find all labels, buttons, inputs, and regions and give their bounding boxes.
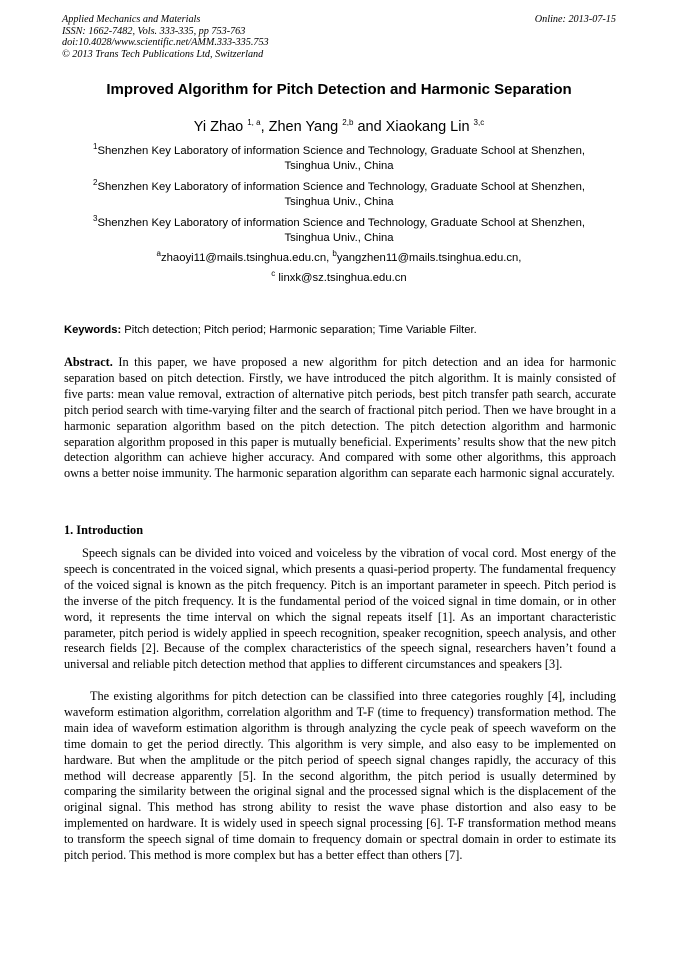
email-address: linxk@sz.tsinghua.edu.cn [275,271,407,284]
author-affiliation-mark: 3,c [473,118,485,127]
affiliation-line: Tsinghua Univ., China [284,159,394,172]
author-affiliation-mark: 1, a [247,118,261,127]
email-mark: b [332,249,337,258]
affiliation-mark: 3 [92,214,98,223]
online-date: Online: 2013-07-15 [534,14,616,25]
email-address: yangzhen11@mails.tsinghua.edu.cn, [336,251,522,264]
email-line [40,246,638,266]
paper-title: Improved Algorithm for Pitch Detection and Harmonic Separation [106,81,572,98]
author-name: Zhen Yang [268,118,339,135]
author-affiliation-mark: 2,b [342,118,354,127]
journal-header [62,14,616,60]
keywords [64,323,616,338]
author-name: Xiaokang Lin [385,118,470,135]
author-list [40,113,638,137]
affiliation-line: Tsinghua Univ., China [284,231,394,244]
copyright-line: © 2013 Trans Tech Publications Ltd, Switzerland [62,48,264,60]
abstract-text: In this paper, we have proposed a new algorithm for pitch detection and an idea for harmonic separation based on pitch detection. Firstly, we have introduced the pitch algorithm. It is mainly consisted of five parts: mean value removal, extraction of alternative pitch periods, best pitch transfer path search, accurate pitch period search with time-varying filter and the search of fractional pitch period. Then we have brought in a harmonic separation algorithm based on the pitch detection. The pitch detection algorithm and harmonic separation algorithm proposed in this paper is mutually beneficial. Experiments’ results show that the new pitch detection algorithm can achieve higher accuracy. And compared with some other algorithms, this approach owns a better noise immunity. The harmonic separation algorithm can separate each harmonic signal accurately. [64,355,616,481]
affiliation-line: Shenzhen Key Laboratory of information Science and Technology, Graduate School at Shenzhen, [97,144,585,157]
affiliation-line: Tsinghua Univ., China [284,195,394,208]
keywords-text: Pitch detection; Pitch period; Harmonic separation; Time Variable Filter. [121,324,477,336]
abstract [64,355,616,482]
author-name: Yi Zhao [193,118,244,135]
affiliation [64,211,614,246]
email-line [40,266,638,286]
affiliation-mark: 1 [92,142,98,151]
affiliation-line: Shenzhen Key Laboratory of information Science and Technology, Graduate School at Shenzhen, [97,216,585,229]
affiliation-mark: 2 [92,178,98,187]
email-mark: c [271,269,276,278]
email-mark: a [156,249,161,258]
intro-paragraph-1: Speech signals can be divided into voiced and voiceless by the vibration of vocal cord. Most energy of the speech is concentrated in the voiced signal, which presents a quasi-period property. The fundamental frequency of the voiced signal is known as the pitch frequency. Pitch is an important parameter in speech. Pitch period is the inverse of the pitch frequency. It is the fundamental period of the voiced signal in time domain, or in other word, it represents the time interval on which the signal repeats itself [1]. As an important characteristic parameter, pitch period is widely applied in speech recognition, speaker recognition, speech analysis, and other research fields [2]. Because of the complex characteristics of the speech signal, researchers haven’t found a universal and reliable pitch detection method that applies to different circumstances and speakers [3]. [64,546,616,672]
affiliation-line: Shenzhen Key Laboratory of information Science and Technology, Graduate School at Shenzhen, [97,180,585,193]
intro-paragraph-2: The existing algorithms for pitch detection can be classified into three categories roughly [4], including waveform estimation algorithm, correlation algorithm and T-F (time to frequency) transformation method. The main idea of waveform estimation algorithm is through analyzing the cycle peak of speech waveform on the time domain to get the period directly. This algorithm is very simple, and also easy to be implemented on hardware. But when the amplitude or the pitch period of speech signal changes rapidly, the accuracy of this method will decrease apparently [5]. In the second algorithm, the pitch period is usually determined by comparing the similarity between the original signal and the processed signal which is the displacement of the original signal. This method has strong ability to resist the wave phase distortion and also easy to be implemented on hardware. It is widely used in speech signal processing [6]. T-F transformation method means to transform the speech signal of time domain to frequency domain or spectral domain in order to estimate its pitch period. This method is more complex but has a better effect than others [7]. [64,689,616,863]
section-heading: 1. Introduction [64,523,144,537]
keywords-label: Keywords: [64,324,122,336]
doi-line: doi:10.4028/www.scientific.net/AMM.333-335.753 [62,37,269,49]
journal-name: Applied Mechanics and Materials [62,14,201,25]
affiliation [64,175,614,210]
issn-line: ISSN: 1662-7482, Vols. 333-335, pp 753-763 [62,25,246,37]
author-separator: , [260,118,269,135]
affiliation [64,139,614,174]
abstract-label: Abstract. [64,355,113,369]
email-address: zhaoyi11@mails.tsinghua.edu.cn, [160,251,330,264]
author-separator: and [357,118,386,135]
